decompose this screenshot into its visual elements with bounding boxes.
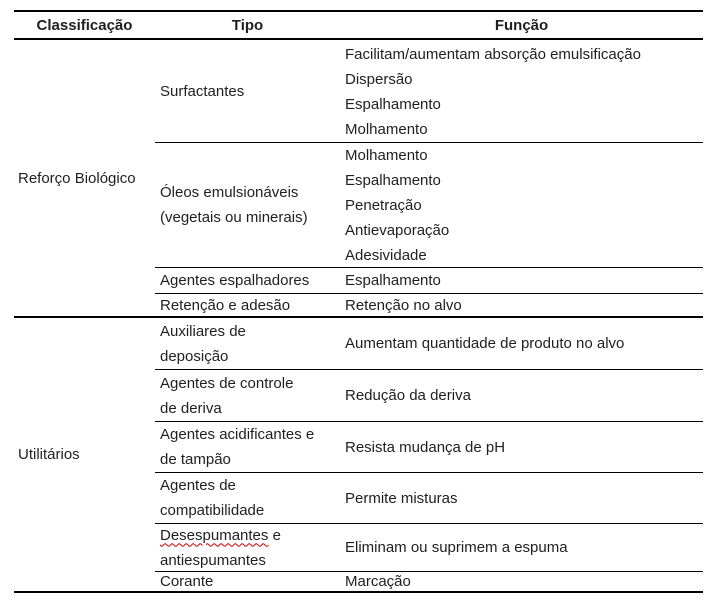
funcao-line: Penetração — [345, 196, 422, 214]
group-reforco-biologico — [14, 40, 703, 316]
column-header-classificacao: Classificação — [36, 16, 133, 34]
funcao-line: Aumentam quantidade de produto no alvo — [345, 335, 625, 352]
tipo-cell — [155, 572, 340, 591]
tipo-line: de deriva — [160, 399, 222, 417]
funcao-cell — [340, 143, 703, 267]
table-row — [155, 472, 703, 523]
funcao-line: Antievaporação — [345, 221, 450, 239]
table-row — [155, 142, 703, 267]
classification-cell: Reforço Biológico — [18, 169, 136, 187]
funcao-cell — [340, 572, 703, 591]
table-row — [155, 318, 703, 369]
table-row — [155, 267, 703, 293]
funcao-cell — [340, 40, 703, 142]
funcao-cell — [340, 318, 703, 369]
tipo-line — [160, 523, 340, 548]
funcao-line: Facilitam/aumentam absorção emulsificação — [345, 46, 641, 63]
group-rows — [155, 40, 703, 316]
tipo-line: Retenção e adesão — [160, 296, 291, 314]
tipo-cell — [155, 473, 340, 523]
funcao-cell — [340, 268, 703, 293]
tipo-cell — [155, 294, 340, 316]
funcao-line: Resista mudança de pH — [345, 438, 506, 456]
group-rows — [155, 318, 703, 591]
funcao-line: Redução da deriva — [345, 387, 471, 404]
table-row — [155, 571, 703, 591]
funcao-line: Espalhamento — [345, 96, 441, 113]
tipo-cell — [155, 318, 340, 369]
funcao-line: Espalhamento — [345, 171, 441, 189]
tipo-line: Agentes de controle — [160, 374, 294, 392]
table-row — [155, 40, 703, 142]
tipo-line: compatibilidade — [160, 502, 265, 519]
funcao-line: Molhamento — [345, 121, 428, 138]
tipo-line: Agentes espalhadores — [160, 272, 310, 289]
group-utilitarios — [14, 316, 703, 591]
misspelled-word: Desespumantes — [160, 526, 269, 544]
funcao-cell — [340, 524, 703, 571]
tipo-cell — [155, 40, 340, 142]
tipo-cell — [155, 524, 340, 571]
tipo-cell — [155, 422, 340, 472]
tipo-cell — [155, 268, 340, 293]
funcao-cell — [340, 473, 703, 523]
funcao-line: Espalhamento — [345, 272, 441, 289]
funcao-cell — [340, 294, 703, 316]
funcao-line: Permite misturas — [345, 489, 458, 507]
funcao-line: Marcação — [345, 573, 411, 590]
funcao-line: Retenção no alvo — [345, 296, 462, 314]
funcao-cell — [340, 422, 703, 472]
tipo-line: (vegetais ou minerais) — [160, 209, 308, 226]
tipo-line: deposição — [160, 347, 229, 365]
tipo-line: Corante — [160, 573, 214, 590]
column-header-funcao: Função — [494, 16, 549, 34]
tipo-line: Óleos emulsionáveis — [160, 184, 299, 201]
tipo-cell — [155, 143, 340, 267]
tipo-line: antiespumantes — [160, 551, 266, 569]
funcao-line: Adesividade — [345, 246, 427, 264]
funcao-line: Dispersão — [345, 71, 413, 88]
column-header-tipo: Tipo — [231, 16, 264, 34]
tipo-line: Agentes acidificantes e — [160, 426, 315, 443]
tipo-line: Auxiliares de — [160, 322, 246, 340]
table-row — [155, 369, 703, 421]
funcao-line: Molhamento — [345, 146, 428, 164]
tipo-line: Surfactantes — [160, 82, 245, 100]
table-row — [155, 293, 703, 316]
table-header-row — [14, 12, 703, 40]
funcao-line: Eliminam ou suprimem a espuma — [345, 539, 568, 556]
table-row — [155, 421, 703, 472]
tipo-cell — [155, 370, 340, 421]
tipo-line-rest: e — [268, 526, 281, 544]
tipo-line: de tampão — [160, 451, 231, 468]
table-row — [155, 523, 703, 571]
funcao-cell — [340, 370, 703, 421]
classification-cell: Utilitários — [18, 446, 80, 463]
adjuvants-table — [14, 10, 703, 593]
tipo-line: Agentes de — [160, 477, 236, 494]
